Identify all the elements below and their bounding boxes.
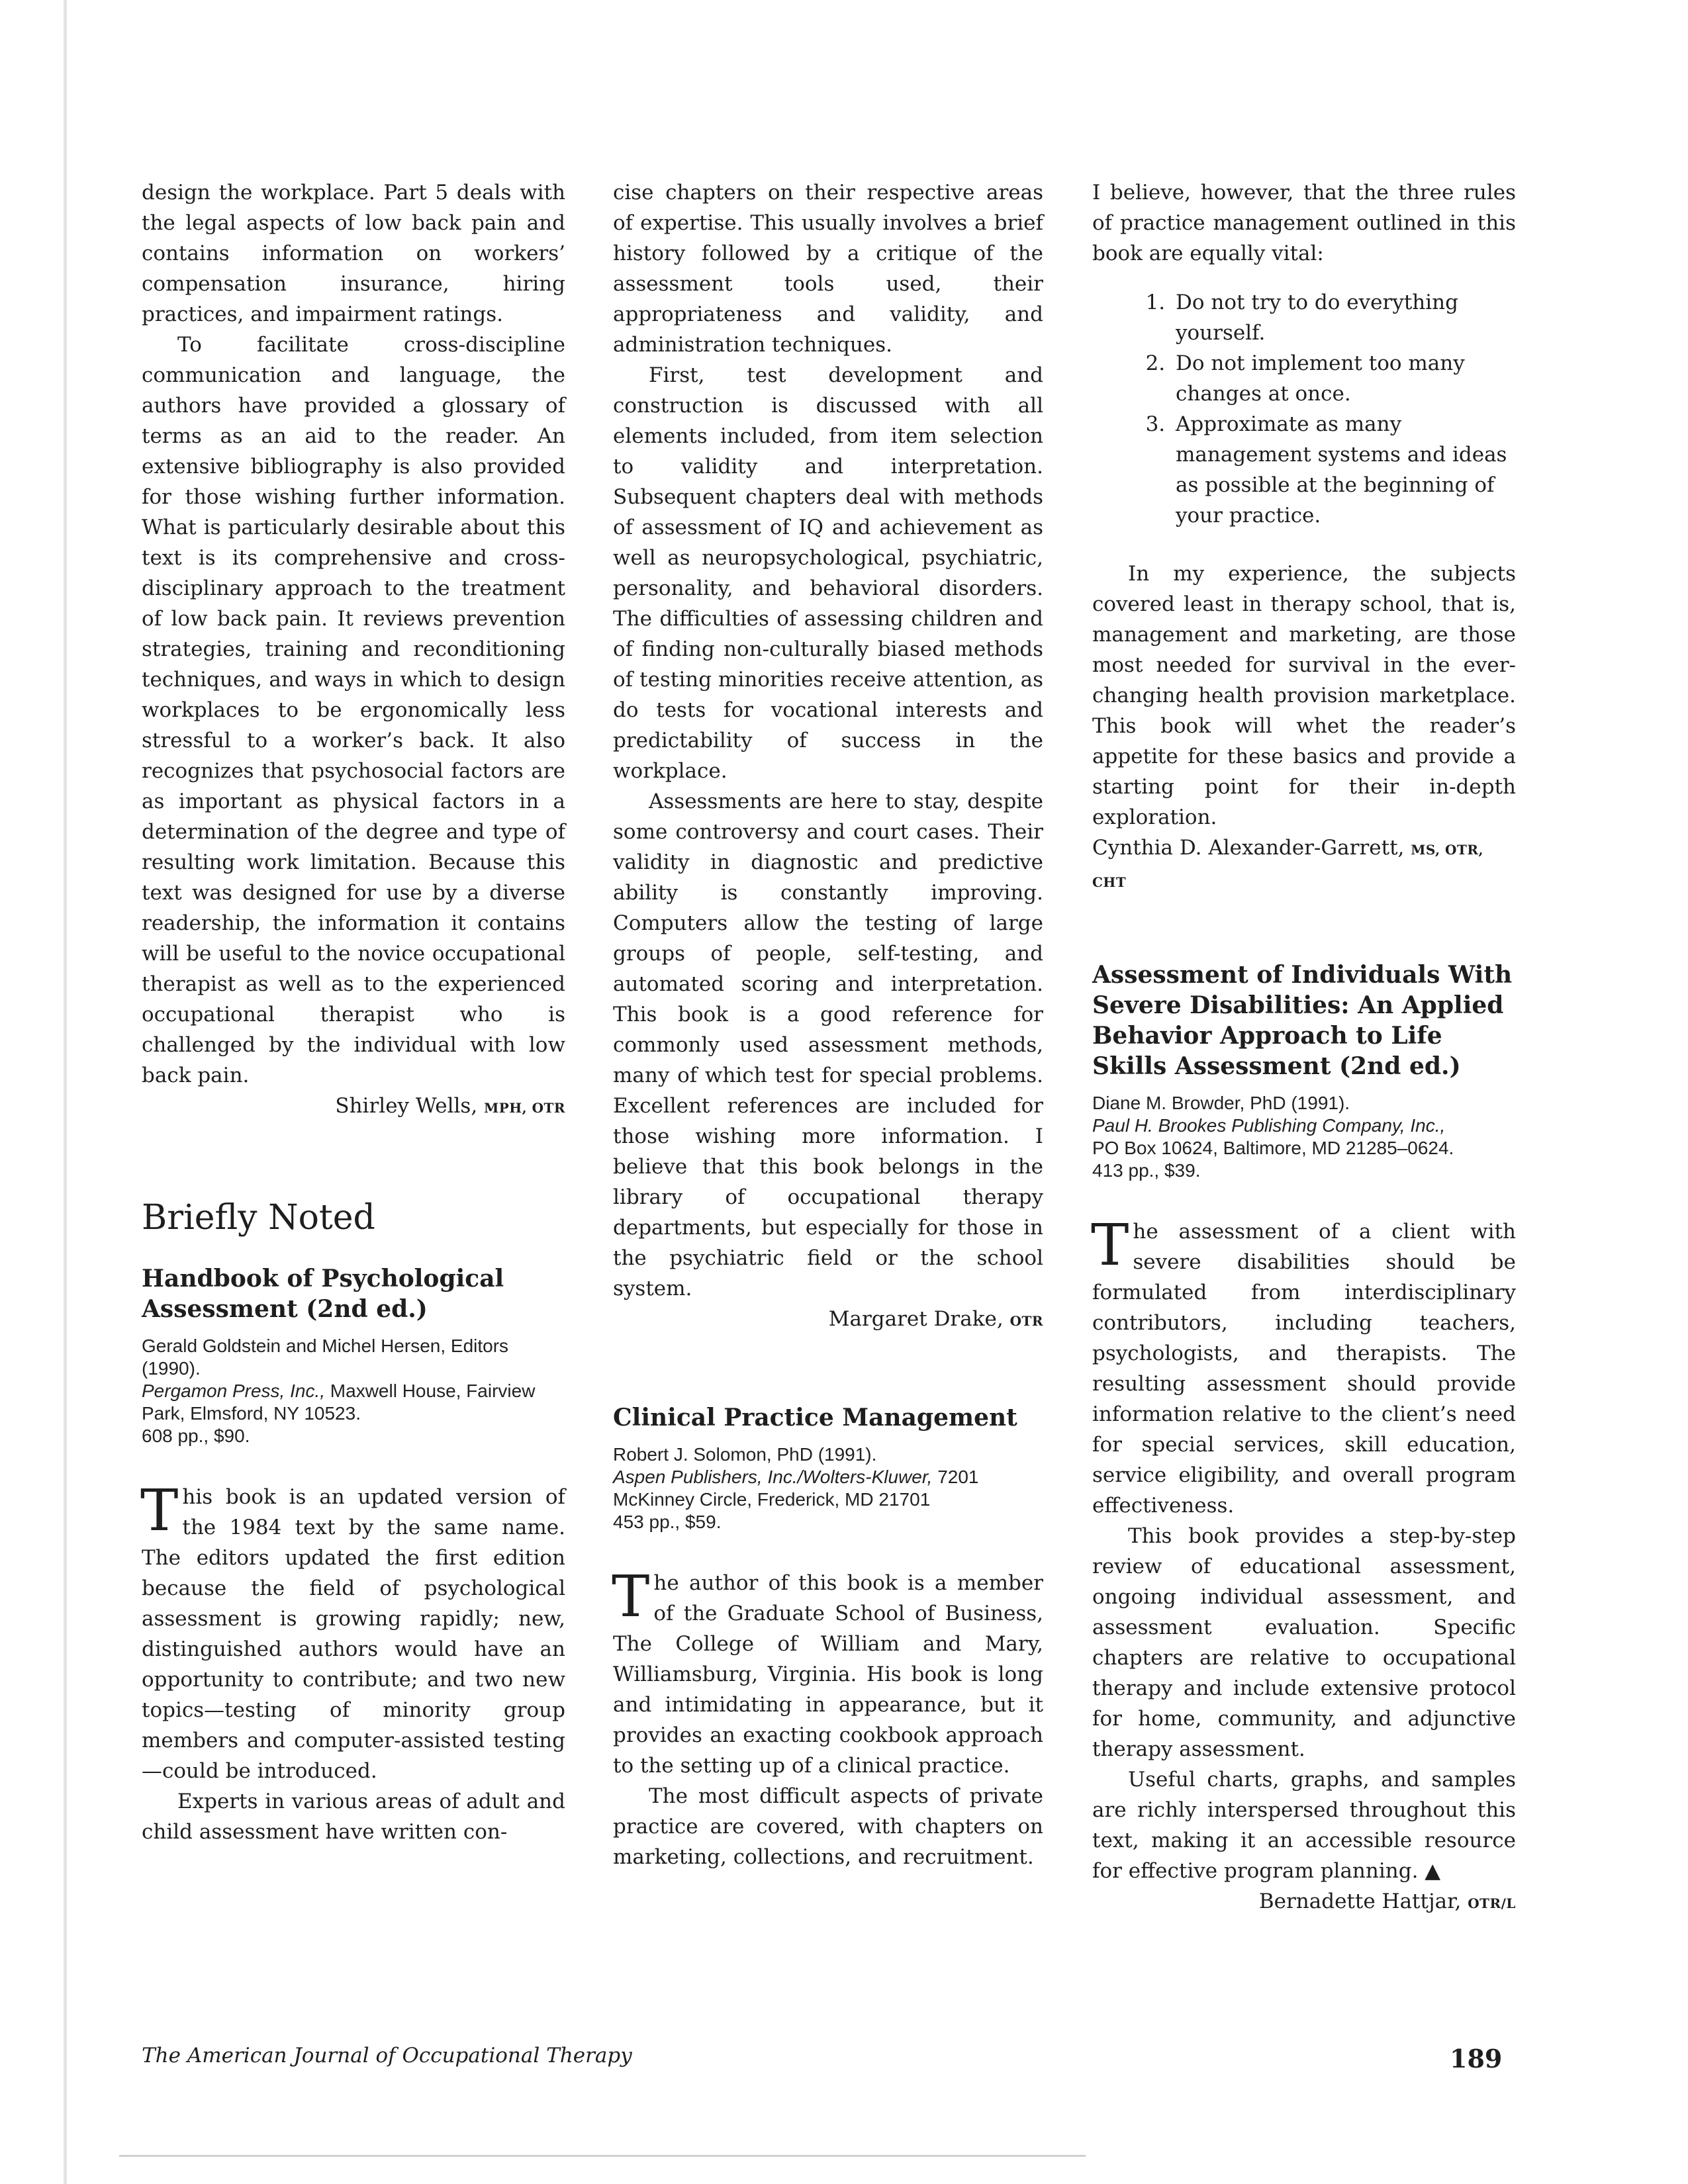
reviewer-signature (613, 1304, 1043, 1336)
bottom-rule (119, 2155, 1086, 2157)
book-publisher-line (142, 1380, 565, 1425)
reviewer-name: Shirley Wells, (335, 1094, 478, 1118)
review-body-paragraph: Useful charts, graphs, and samples are richly interspersed throughout this text, making it an accessible resource for effective program planning. ▲ (1092, 1768, 1516, 1883)
review-continuation-paragraph: cise chapters on their respective areas of expertise. This usually involves a brief history followed by a critique of the assessment tools used, their appropriateness and validity, and administration techniques. (613, 181, 1043, 357)
reviewer-credentials: MS, OTR, CHT (1092, 842, 1483, 890)
reviewer-name: Bernadette Hattjar, (1258, 1889, 1462, 1913)
review-opening-paragraph: The author of this book is a member of the Graduate School of Business, The College of William and Mary, Williamsburg, Virginia. His book is long and intimidating in appearance, but it provides an exacting cookbook approach to the setting up of a clinical practice. (612, 1564, 1043, 1778)
book-authors: Robert J. Solomon, PhD (1991). (613, 1444, 877, 1465)
review-body-paragraph: Experts in various areas of adult and child assessment have written con- (142, 1790, 565, 1844)
reviewer-signature (1092, 833, 1516, 897)
drop-cap: T (1091, 1212, 1129, 1279)
list-item: 3. Approximate as many management systems and ideas as possible at the beginning of your practice. (1172, 409, 1516, 531)
book-authors: Diane M. Browder, PhD (1991). (1092, 1093, 1350, 1113)
reviewer-signature (1092, 1886, 1516, 1919)
list-item: 1. Do not try to do everything yourself. (1172, 287, 1516, 348)
book-address: Maxwell House, Fairview Park, Elmsford, NY 10523. (142, 1381, 536, 1424)
reviewer-signature (142, 1091, 565, 1123)
column-2 (613, 177, 1043, 1872)
book-price: 453 pp., $59. (613, 1512, 722, 1532)
page-number: 189 (1450, 2044, 1503, 2073)
book-title: Clinical Practice Management (613, 1404, 1017, 1432)
review-body-paragraph: To facilitate cross-discipline communication and language, the authors have provided a glossary of terms as an aid to the reader. An extensive bibliography is also provided for those wishing further information. What is particularly desirable about this text is its comprehensive and cross-disciplinary approach to the treatment of low back pain. It reviews prevention strategies, training and reconditioning techniques, and ways in which to design workplaces to be ergonomically less stressful to a worker’s back. It also recognizes that psychosocial factors are as important as physical factors in a determination of the degree and type of resulting work limitation. Because this text was designed for use by a diverse readership, the information it contains will be useful to the novice occupational therapist as well as to the experienced occupational therapist who is challenged by the individual with low back pain. (142, 333, 565, 1087)
review-opening-paragraph: This book is an updated version of the 1984 text by the same name. The editors updated the first edition because the field of psychological assessment is growing rapidly; new, distinguished authors would have an opportunity to contribute; and two new topics—testing of minority group members and computer-assisted testing—could be introduced. (140, 1478, 565, 1783)
book-address: 7201 McKinney Circle, Frederick, MD 21701 (613, 1467, 979, 1510)
reviewer-credentials: OTR (1009, 1313, 1043, 1329)
page-binding-edge (64, 0, 67, 2184)
book-price: 608 pp., $90. (142, 1426, 250, 1446)
rules-list (1092, 287, 1516, 531)
reviewer-name: Cynthia D. Alexander-Garrett, (1092, 836, 1405, 860)
column-3 (1092, 177, 1516, 1919)
drop-cap: T (612, 1564, 650, 1630)
review-body-paragraph: The most difficult aspects of private practice are covered, with chapters on marketing, collections, and recruitment. (613, 1784, 1043, 1869)
journal-name-footer: The American Journal of Occupational Therapy (142, 2044, 632, 2068)
review-body-paragraph: This book provides a step-by-step review of educational assessment, ongoing individual assessment, and assessment evaluation. Specific chapters are relative to occupational therapy and include extensive protocol for home, community, and adjunctive therapy assessment. (1092, 1524, 1516, 1761)
reviewer-credentials: OTR/L (1468, 1895, 1516, 1911)
review-body-paragraph: Assessments are here to stay, despite some controversy and court cases. Their validity in diagnostic and predictive ability is constantly improving. Computers allow the testing of large groups of people, self-testing, and automated scoring and interpretation. This book is a good reference for commonly used assessment methods, many of which test for special problems. Excellent references are included for those wishing more information. I believe that this book belongs in the library of occupational therapy departments, but especially for those in the psychiatric field or the school system. (613, 790, 1043, 1300)
book-publisher: Aspen Publishers, Inc./Wolters-Kluwer, (613, 1467, 933, 1487)
book-title: Handbook of Psychological Assessment (2nd ed.) (142, 1265, 504, 1323)
book-price: 413 pp., $39. (1092, 1160, 1201, 1181)
book-citation (613, 1443, 1043, 1533)
review-continuation-paragraph: I believe, however, that the three rules of practice management outlined in this book are equally vital: (1092, 181, 1516, 265)
list-item: 2. Do not implement too many changes at once. (1172, 348, 1516, 409)
reviewer-name: Margaret Drake, (828, 1307, 1004, 1331)
review-opening-paragraph: The assessment of a client with severe disabilities should be formulated from interdisciplinary contributors, including teachers, psychologists, and therapists. The resulting assessment should provide information relative to the client’s need for special services, skill education, service eligibility, and overall program effectiveness. (1091, 1212, 1516, 1518)
book-title: Assessment of Individuals With Severe Disabilities: An Applied Behavior Approach to Life Skills Assessment (2nd ed.) (1092, 961, 1513, 1080)
review-body-paragraph: First, test development and construction is discussed with all elements included, from item selection to validity and interpretation. Subsequent chapters deal with methods of assessment of IQ and achievement as well as neuropsychological, psychiatric, personality, and behavioral disorders. The difficulties of assessing children and of finding non-culturally biased methods of testing minorities receive attention, as do tests for vocational interests and predictability of success in the workplace. (613, 363, 1043, 783)
book-citation (1092, 1092, 1516, 1182)
review-body-paragraph: In my experience, the subjects covered least in therapy school, that is, management and marketing, are those most needed for survival in the ever-changing health provision marketplace. This book will whet the reader’s appetite for these basics and provide a starting point for their in-depth exploration. (1092, 562, 1516, 829)
book-address: PO Box 10624, Baltimore, MD 21285–0624. (1092, 1138, 1454, 1158)
review-continuation-paragraph: design the workplace. Part 5 deals with the legal aspects of low back pain and contains information on workers’ compensation insurance, hiring practices, and impairment ratings. (142, 181, 565, 326)
drop-cap: T (140, 1478, 179, 1544)
section-heading: Briefly Noted (142, 1198, 375, 1238)
book-publisher: Pergamon Press, Inc., (142, 1381, 326, 1401)
reviewer-credentials: MPH, OTR (484, 1100, 565, 1116)
book-publisher-line (613, 1466, 1043, 1511)
book-citation (142, 1335, 565, 1447)
book-authors: Gerald Goldstein and Michel Hersen, Editors (1990). (142, 1336, 509, 1379)
column-1 (142, 177, 565, 1847)
book-publisher: Paul H. Brookes Publishing Company, Inc., (1092, 1115, 1446, 1136)
